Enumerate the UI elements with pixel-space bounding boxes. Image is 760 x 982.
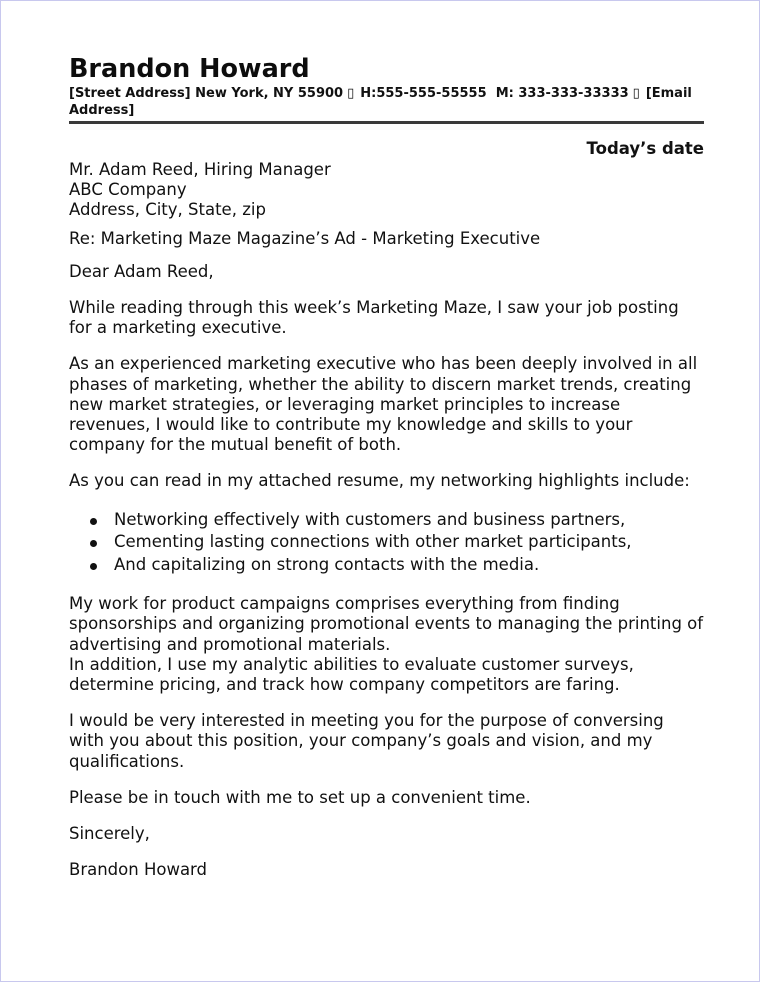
paragraph-interest: I would be very interested in meeting you for the purpose of conversing with you about this position, your company’s goals and vision, and my qualifications. <box>69 711 664 771</box>
paragraph-experience: As an experienced marketing executive who has been deeply involved in all phases of marketing, whether the ability to discern market trends, creating new market strategies, or leveraging market principles to increase revenues, I would like to contribute my knowledge and skills to your company for the mutual benefit of both. <box>69 354 698 455</box>
list-item-text: Cementing lasting connections with other market participants, <box>114 532 632 552</box>
paragraph-intro: While reading through this week’s Marketing Maze, I saw your job posting for a marketing executive. <box>69 298 679 338</box>
list-item <box>69 509 704 532</box>
letter-content <box>69 53 704 880</box>
highlights-list <box>69 509 704 577</box>
letter-date: Today’s date <box>586 139 704 158</box>
separator-icon: ▯ <box>632 86 640 101</box>
list-item <box>69 531 704 554</box>
bullet-icon <box>90 563 97 570</box>
paragraph-campaigns: My work for product campaigns comprises everything from finding sponsorships and organizing promotional events to managing the printing of advertising and promotional materials. <box>69 594 704 654</box>
recipient-address: Address, City, State, zip <box>69 200 266 220</box>
recipient-name: Mr. Adam Reed, Hiring Manager <box>69 160 331 179</box>
paragraph-highlights-intro: As you can read in my attached resume, my networking highlights include: <box>69 471 690 491</box>
subject-line: Re: Marketing Maze Magazine’s Ad - Marketing Executive <box>69 228 541 248</box>
sender-name: Brandon Howard <box>69 54 310 84</box>
sender-mobile-phone: M: 333-333-33333 <box>495 86 629 101</box>
separator-icon: ▯ <box>347 86 355 101</box>
list-item-text: Networking effectively with customers and business partners, <box>114 509 626 529</box>
sender-home-phone: H:555-555-55555 <box>360 86 487 101</box>
valediction: Sincerely, <box>69 823 150 843</box>
list-item <box>69 554 704 577</box>
header-divider <box>69 121 704 124</box>
signature: Brandon Howard <box>69 860 208 880</box>
paragraph-analytics: In addition, I use my analytic abilities to evaluate customer surveys, determine pricing, and track how company competitors are faring. <box>69 654 634 694</box>
recipient-block <box>69 160 704 221</box>
sender-email: [Email Address] <box>69 86 692 118</box>
sender-street: [Street Address] New York, NY 55900 <box>69 86 344 101</box>
salutation: Dear Adam Reed, <box>69 261 214 281</box>
recipient-company: ABC Company <box>69 180 187 200</box>
bullet-icon <box>90 540 97 547</box>
sender-contact-line <box>69 85 704 119</box>
paragraph-contact-request: Please be in touch with me to set up a convenient time. <box>69 787 531 807</box>
list-item-text: And capitalizing on strong contacts with the media. <box>114 554 540 574</box>
bullet-icon <box>90 518 97 525</box>
letter-body <box>69 160 704 880</box>
